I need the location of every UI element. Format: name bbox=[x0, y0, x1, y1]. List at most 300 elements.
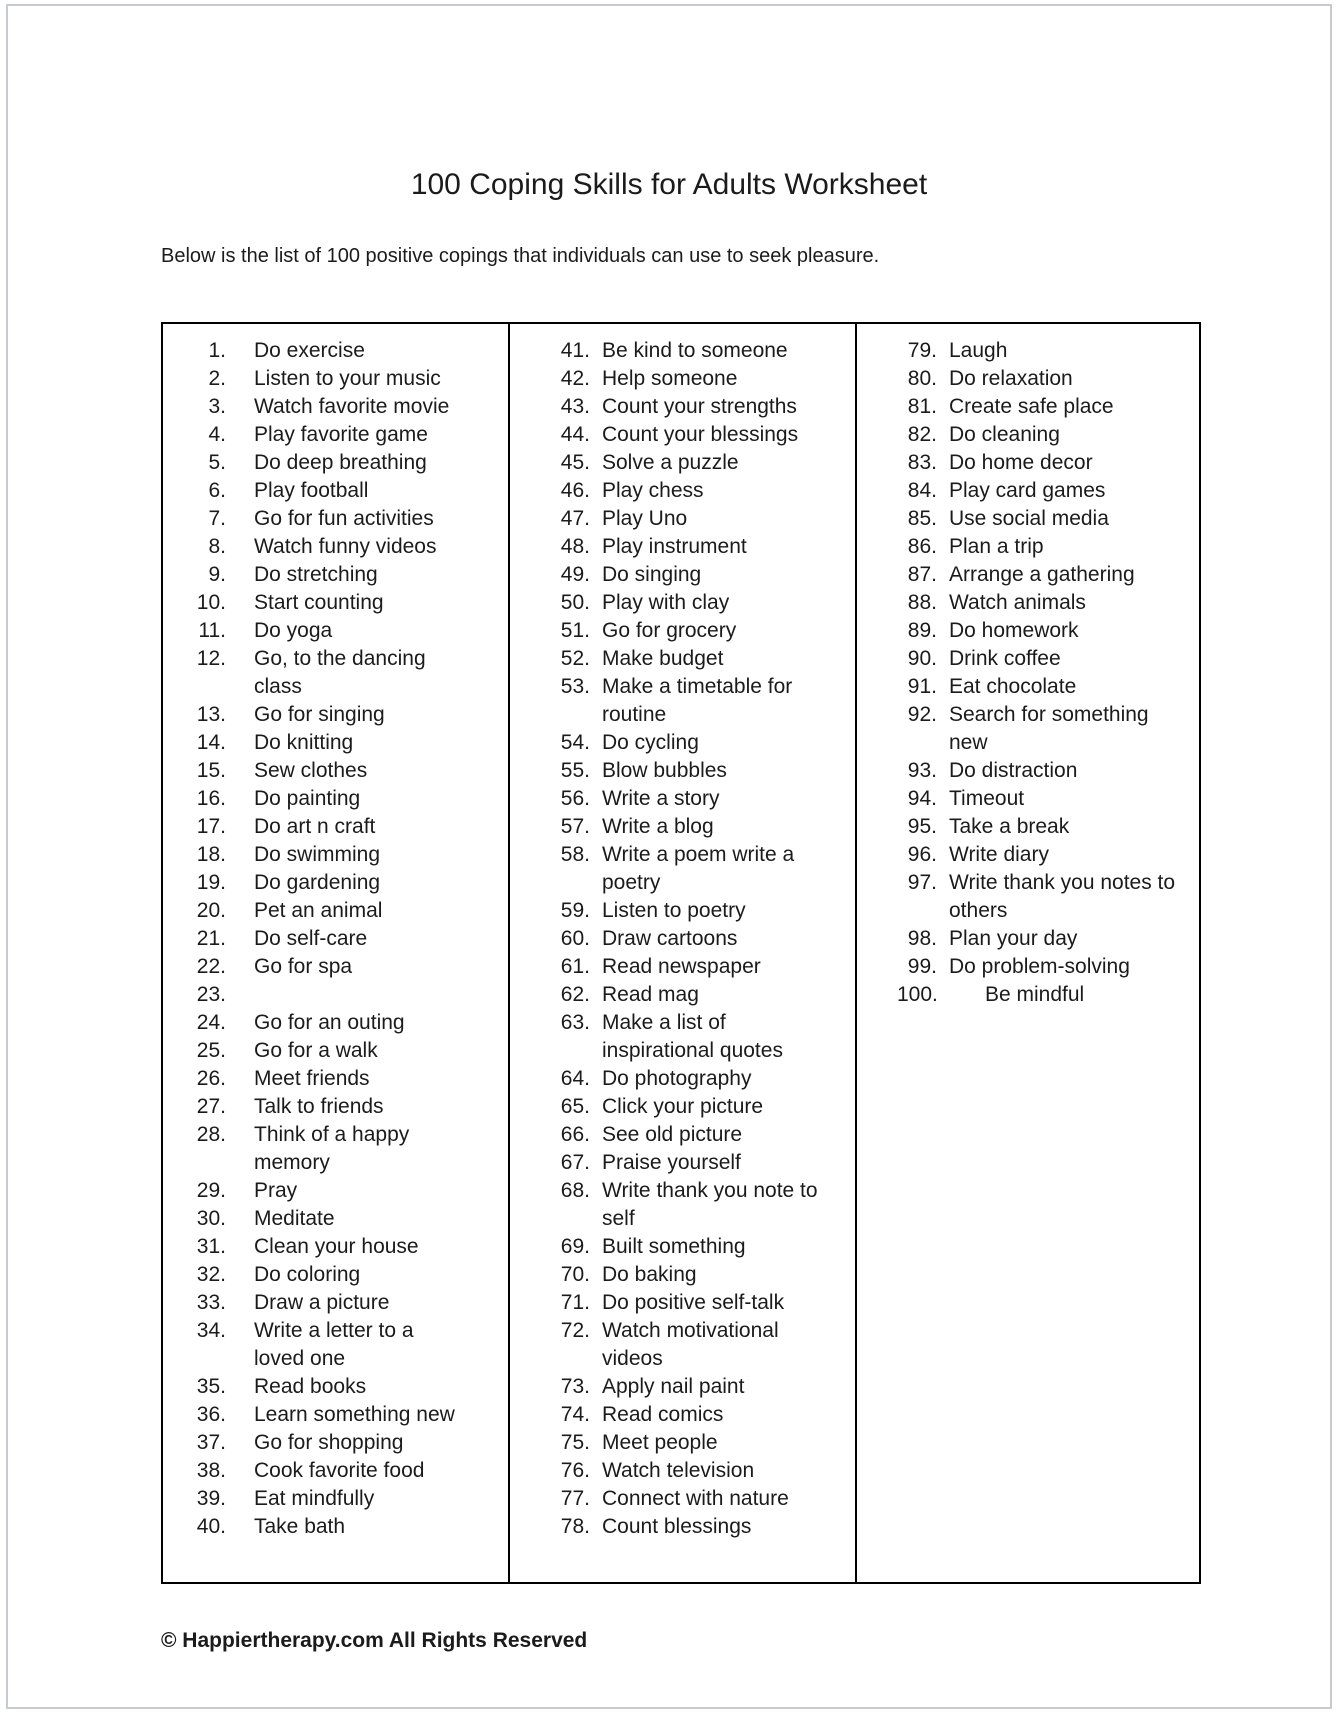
item-number: 82. bbox=[907, 423, 937, 446]
list-item bbox=[193, 1233, 508, 1261]
item-text: Do self-care bbox=[254, 927, 368, 950]
item-number: 42. bbox=[560, 367, 590, 390]
list-item bbox=[897, 757, 1199, 785]
item-text: See old picture bbox=[602, 1123, 743, 1146]
item-text: Create safe place bbox=[949, 395, 1114, 418]
item-number: 52. bbox=[560, 647, 590, 670]
item-number: 28. bbox=[196, 1123, 226, 1146]
list-item bbox=[897, 981, 1199, 1009]
list-item bbox=[550, 1065, 855, 1093]
item-text: Play favorite game bbox=[254, 423, 428, 446]
item-number: 2. bbox=[208, 367, 226, 390]
item-number: 74. bbox=[560, 1403, 590, 1426]
item-number: 90. bbox=[907, 647, 937, 670]
item-text: Timeout bbox=[949, 787, 1025, 810]
list-item bbox=[193, 981, 508, 1009]
list-item bbox=[897, 617, 1199, 645]
list-item bbox=[193, 561, 508, 589]
item-text: Go, to the dancing class bbox=[254, 647, 426, 698]
item-number: 95. bbox=[907, 815, 937, 838]
item-text: Go for an outing bbox=[254, 1011, 405, 1034]
item-number: 69. bbox=[560, 1235, 590, 1258]
list-item bbox=[193, 1037, 508, 1065]
item-number: 64. bbox=[560, 1067, 590, 1090]
item-text: Do gardening bbox=[254, 871, 381, 894]
item-number: 83. bbox=[907, 451, 937, 474]
list-item bbox=[193, 1457, 508, 1485]
list-item bbox=[193, 701, 508, 729]
item-number: 15. bbox=[196, 759, 226, 782]
list-item bbox=[897, 841, 1199, 869]
item-number: 4. bbox=[208, 423, 226, 446]
item-text: Write thank you note to self bbox=[602, 1179, 818, 1230]
item-number: 13. bbox=[196, 703, 226, 726]
item-number: 35. bbox=[196, 1375, 226, 1398]
list-item bbox=[550, 1261, 855, 1289]
item-number: 68. bbox=[560, 1179, 590, 1202]
item-number: 43. bbox=[560, 395, 590, 418]
item-text: Write a letter to a loved one bbox=[254, 1319, 414, 1370]
item-number: 94. bbox=[907, 787, 937, 810]
item-number: 41. bbox=[560, 339, 590, 362]
list-item bbox=[897, 421, 1199, 449]
item-text: Plan a trip bbox=[949, 535, 1044, 558]
list-item bbox=[193, 897, 508, 925]
worksheet-page bbox=[6, 4, 1332, 1709]
list-item bbox=[550, 1401, 855, 1429]
item-text: Do coloring bbox=[254, 1263, 361, 1286]
item-number: 61. bbox=[560, 955, 590, 978]
list-item bbox=[897, 673, 1199, 701]
item-text: Search for something new bbox=[949, 703, 1149, 754]
item-text: Cook favorite food bbox=[254, 1459, 425, 1482]
list-item bbox=[193, 617, 508, 645]
item-number: 40. bbox=[196, 1515, 226, 1538]
item-number: 7. bbox=[208, 507, 226, 530]
item-number: 48. bbox=[560, 535, 590, 558]
list-item bbox=[550, 813, 855, 841]
list-item bbox=[193, 645, 508, 701]
item-text: Blow bubbles bbox=[602, 759, 727, 782]
item-number: 33. bbox=[196, 1291, 226, 1314]
list-item bbox=[550, 1457, 855, 1485]
item-number: 60. bbox=[560, 927, 590, 950]
item-text: Meet people bbox=[602, 1431, 718, 1454]
item-text: Count your strengths bbox=[602, 395, 797, 418]
item-number: 66. bbox=[560, 1123, 590, 1146]
item-text: Go for singing bbox=[254, 703, 385, 726]
item-text: Do photography bbox=[602, 1067, 752, 1090]
item-number: 16. bbox=[196, 787, 226, 810]
item-number: 24. bbox=[196, 1011, 226, 1034]
item-text: Eat mindfully bbox=[254, 1487, 375, 1510]
item-text: Watch motivational videos bbox=[602, 1319, 779, 1370]
item-text: Be mindful bbox=[985, 983, 1085, 1006]
item-number: 67. bbox=[560, 1151, 590, 1174]
item-text: Draw a picture bbox=[254, 1291, 390, 1314]
item-number: 38. bbox=[196, 1459, 226, 1482]
item-text: Sew clothes bbox=[254, 759, 368, 782]
list-item bbox=[550, 589, 855, 617]
list-item bbox=[550, 1093, 855, 1121]
item-text: Clean your house bbox=[254, 1235, 419, 1258]
item-number: 77. bbox=[560, 1487, 590, 1510]
item-number: 23. bbox=[196, 983, 226, 1006]
list-item bbox=[193, 477, 508, 505]
list-item bbox=[550, 337, 855, 365]
item-text: Do exercise bbox=[254, 339, 365, 362]
list-item bbox=[550, 505, 855, 533]
list-item bbox=[550, 925, 855, 953]
list-item bbox=[550, 1485, 855, 1513]
list-item bbox=[193, 1065, 508, 1093]
item-text: Play with clay bbox=[602, 591, 730, 614]
item-number: 19. bbox=[196, 871, 226, 894]
item-number: 47. bbox=[560, 507, 590, 530]
list-item bbox=[897, 449, 1199, 477]
list-item bbox=[897, 561, 1199, 589]
item-text: Do baking bbox=[602, 1263, 697, 1286]
item-text: Take bath bbox=[254, 1515, 346, 1538]
item-number: 76. bbox=[560, 1459, 590, 1482]
item-number: 53. bbox=[560, 675, 590, 698]
list-item bbox=[897, 365, 1199, 393]
list-item bbox=[550, 1121, 855, 1149]
list-item bbox=[897, 337, 1199, 365]
list-item bbox=[193, 953, 508, 981]
item-text: Go for grocery bbox=[602, 619, 737, 642]
list-item bbox=[897, 925, 1199, 953]
list-item bbox=[550, 729, 855, 757]
item-text: Help someone bbox=[602, 367, 738, 390]
item-number: 46. bbox=[560, 479, 590, 502]
item-number: 29. bbox=[196, 1179, 226, 1202]
item-text: Praise yourself bbox=[602, 1151, 741, 1174]
table-column-3 bbox=[855, 324, 1199, 1582]
item-number: 71. bbox=[560, 1291, 590, 1314]
item-text: Count blessings bbox=[602, 1515, 752, 1538]
list-item bbox=[550, 561, 855, 589]
item-text: Meet friends bbox=[254, 1067, 370, 1090]
item-text: Do knitting bbox=[254, 731, 354, 754]
list-item bbox=[193, 1485, 508, 1513]
item-number: 56. bbox=[560, 787, 590, 810]
list-item bbox=[193, 589, 508, 617]
item-number: 78. bbox=[560, 1515, 590, 1538]
list-item bbox=[550, 1317, 855, 1373]
item-text: Take a break bbox=[949, 815, 1070, 838]
list-item bbox=[193, 869, 508, 897]
item-number: 51. bbox=[560, 619, 590, 642]
item-text: Make a list of inspirational quotes bbox=[602, 1011, 783, 1062]
item-text: Pet an animal bbox=[254, 899, 383, 922]
page-title: 100 Coping Skills for Adults Worksheet bbox=[410, 168, 928, 201]
list-item bbox=[193, 1317, 508, 1373]
list-item bbox=[193, 1177, 508, 1205]
item-text: Watch television bbox=[602, 1459, 755, 1482]
item-number: 3. bbox=[208, 395, 226, 418]
list-item bbox=[550, 953, 855, 981]
item-text: Listen to your music bbox=[254, 367, 441, 390]
item-number: 9. bbox=[208, 563, 226, 586]
item-text: Connect with nature bbox=[602, 1487, 789, 1510]
item-number: 54. bbox=[560, 731, 590, 754]
list-item bbox=[550, 897, 855, 925]
item-number: 6. bbox=[208, 479, 226, 502]
item-number: 75. bbox=[560, 1431, 590, 1454]
item-text: Meditate bbox=[254, 1207, 335, 1230]
item-text: Read mag bbox=[602, 983, 699, 1006]
list-item bbox=[193, 1513, 508, 1541]
item-text: Play chess bbox=[602, 479, 704, 502]
list-item bbox=[897, 953, 1199, 981]
list-item bbox=[193, 1261, 508, 1289]
list-item bbox=[550, 981, 855, 1009]
item-text: Write diary bbox=[949, 843, 1049, 866]
item-number: 97. bbox=[907, 871, 937, 894]
list-item bbox=[550, 477, 855, 505]
item-text: Play football bbox=[254, 479, 369, 502]
item-text: Count your blessings bbox=[602, 423, 799, 446]
item-number: 88. bbox=[907, 591, 937, 614]
list-item bbox=[193, 421, 508, 449]
item-number: 39. bbox=[196, 1487, 226, 1510]
item-number: 18. bbox=[196, 843, 226, 866]
item-text: Use social media bbox=[949, 507, 1109, 530]
item-text: Do painting bbox=[254, 787, 361, 810]
list-item bbox=[193, 1009, 508, 1037]
table-column-2 bbox=[508, 324, 855, 1582]
item-number: 73. bbox=[560, 1375, 590, 1398]
item-number: 21. bbox=[196, 927, 226, 950]
item-number: 85. bbox=[907, 507, 937, 530]
item-text: Do deep breathing bbox=[254, 451, 427, 474]
item-number: 26. bbox=[196, 1067, 226, 1090]
item-text: Do home decor bbox=[949, 451, 1093, 474]
item-text: Do distraction bbox=[949, 759, 1078, 782]
item-text: Play card games bbox=[949, 479, 1106, 502]
item-number: 59. bbox=[560, 899, 590, 922]
list-item bbox=[550, 1177, 855, 1233]
item-number: 12. bbox=[196, 647, 226, 670]
list-item bbox=[550, 449, 855, 477]
list-item bbox=[550, 393, 855, 421]
item-number: 17. bbox=[196, 815, 226, 838]
item-text: Be kind to someone bbox=[602, 339, 788, 362]
item-text: Go for fun activities bbox=[254, 507, 434, 530]
item-text: Solve a puzzle bbox=[602, 451, 739, 474]
list-item bbox=[897, 869, 1199, 925]
list-item bbox=[897, 813, 1199, 841]
item-number: 87. bbox=[907, 563, 937, 586]
item-text: Pray bbox=[254, 1179, 298, 1202]
list-item bbox=[193, 449, 508, 477]
item-number: 32. bbox=[196, 1263, 226, 1286]
page-subtitle: Below is the list of 100 positive copings that individuals can use to seek pleasure. bbox=[161, 245, 880, 267]
item-number: 92. bbox=[907, 703, 937, 726]
list-item bbox=[193, 1121, 508, 1177]
item-text: Do cleaning bbox=[949, 423, 1060, 446]
item-text: Make a timetable for routine bbox=[602, 675, 793, 726]
item-number: 5. bbox=[208, 451, 226, 474]
item-number: 31. bbox=[196, 1235, 226, 1258]
list-item bbox=[550, 421, 855, 449]
item-number: 49. bbox=[560, 563, 590, 586]
item-number: 84. bbox=[907, 479, 937, 502]
item-text: Learn something new bbox=[254, 1403, 455, 1426]
list-item bbox=[193, 1373, 508, 1401]
item-number: 1. bbox=[208, 339, 226, 362]
item-text: Play instrument bbox=[602, 535, 747, 558]
list-item bbox=[897, 477, 1199, 505]
list-item bbox=[193, 1429, 508, 1457]
item-number: 30. bbox=[196, 1207, 226, 1230]
item-number: 91. bbox=[907, 675, 937, 698]
item-number: 80. bbox=[907, 367, 937, 390]
item-text: Do cycling bbox=[602, 731, 699, 754]
item-number: 57. bbox=[560, 815, 590, 838]
item-number: 79. bbox=[907, 339, 937, 362]
list-item bbox=[897, 533, 1199, 561]
list-item bbox=[193, 1289, 508, 1317]
item-number: 27. bbox=[196, 1095, 226, 1118]
item-text: Do problem-solving bbox=[949, 955, 1130, 978]
item-text: Do homework bbox=[949, 619, 1079, 642]
copyright-footer: © Happiertherapy.com All Rights Reserved bbox=[161, 1629, 588, 1652]
item-text: Read comics bbox=[602, 1403, 724, 1426]
item-number: 63. bbox=[560, 1011, 590, 1034]
list-item bbox=[550, 841, 855, 897]
item-text: Watch funny videos bbox=[254, 535, 437, 558]
item-text: Go for a walk bbox=[254, 1039, 378, 1062]
list-item bbox=[193, 1205, 508, 1233]
list-item bbox=[550, 617, 855, 645]
item-number: 44. bbox=[560, 423, 590, 446]
list-item bbox=[193, 925, 508, 953]
item-text: Do art n craft bbox=[254, 815, 376, 838]
item-text: Click your picture bbox=[602, 1095, 764, 1118]
item-number: 37. bbox=[196, 1431, 226, 1454]
item-text: Think of a happy memory bbox=[254, 1123, 410, 1174]
item-text: Laugh bbox=[949, 339, 1008, 362]
item-number: 50. bbox=[560, 591, 590, 614]
item-number: 55. bbox=[560, 759, 590, 782]
item-text: Draw cartoons bbox=[602, 927, 738, 950]
item-number: 100. bbox=[897, 983, 938, 1006]
list-item bbox=[550, 1009, 855, 1065]
item-text: Make budget bbox=[602, 647, 724, 670]
item-number: 99. bbox=[907, 955, 937, 978]
item-text: Talk to friends bbox=[254, 1095, 384, 1118]
list-item bbox=[897, 505, 1199, 533]
list-item bbox=[897, 589, 1199, 617]
list-item bbox=[550, 1233, 855, 1261]
item-text: Do relaxation bbox=[949, 367, 1073, 390]
item-number: 72. bbox=[560, 1319, 590, 1342]
item-text: Do swimming bbox=[254, 843, 381, 866]
item-text: Apply nail paint bbox=[602, 1375, 745, 1398]
list-item bbox=[897, 701, 1199, 757]
list-item bbox=[193, 813, 508, 841]
item-number: 58. bbox=[560, 843, 590, 866]
item-number: 86. bbox=[907, 535, 937, 558]
item-number: 10. bbox=[196, 591, 226, 614]
item-text: Read newspaper bbox=[602, 955, 761, 978]
item-number: 93. bbox=[907, 759, 937, 782]
list-item bbox=[193, 505, 508, 533]
list-item bbox=[193, 337, 508, 365]
item-number: 70. bbox=[560, 1263, 590, 1286]
list-item bbox=[550, 1149, 855, 1177]
item-text: Go for shopping bbox=[254, 1431, 404, 1454]
list-item bbox=[550, 785, 855, 813]
list-item bbox=[550, 757, 855, 785]
item-text: Watch animals bbox=[949, 591, 1086, 614]
item-number: 25. bbox=[196, 1039, 226, 1062]
list-item bbox=[193, 533, 508, 561]
list-item bbox=[193, 393, 508, 421]
list-item bbox=[550, 1429, 855, 1457]
item-number: 11. bbox=[198, 619, 226, 642]
item-number: 62. bbox=[560, 983, 590, 1006]
item-number: 81. bbox=[907, 395, 937, 418]
table-column-1 bbox=[163, 324, 508, 1582]
list-item bbox=[193, 841, 508, 869]
item-number: 20. bbox=[196, 899, 226, 922]
list-item bbox=[193, 729, 508, 757]
item-text: Drink coffee bbox=[949, 647, 1061, 670]
item-text: Do stretching bbox=[254, 563, 378, 586]
item-text: Arrange a gathering bbox=[949, 563, 1135, 586]
list-item bbox=[897, 785, 1199, 813]
list-item bbox=[193, 785, 508, 813]
item-text: Start counting bbox=[254, 591, 384, 614]
item-text: Listen to poetry bbox=[602, 899, 746, 922]
item-number: 14. bbox=[196, 731, 226, 754]
item-number: 98. bbox=[907, 927, 937, 950]
list-item bbox=[550, 1373, 855, 1401]
item-number: 89. bbox=[907, 619, 937, 642]
list-item bbox=[897, 645, 1199, 673]
item-number: 45. bbox=[560, 451, 590, 474]
item-number: 8. bbox=[208, 535, 226, 558]
item-number: 22. bbox=[196, 955, 226, 978]
list-item bbox=[550, 1513, 855, 1541]
item-text: Do singing bbox=[602, 563, 702, 586]
list-item bbox=[193, 757, 508, 785]
list-item bbox=[550, 365, 855, 393]
list-item bbox=[897, 393, 1199, 421]
item-text: Eat chocolate bbox=[949, 675, 1077, 698]
list-item bbox=[193, 1093, 508, 1121]
item-number: 96. bbox=[907, 843, 937, 866]
list-item bbox=[550, 1289, 855, 1317]
item-number: 36. bbox=[196, 1403, 226, 1426]
coping-skills-table bbox=[161, 322, 1201, 1584]
item-number: 34. bbox=[196, 1319, 226, 1342]
list-item bbox=[550, 645, 855, 673]
list-item bbox=[550, 533, 855, 561]
item-text: Plan your day bbox=[949, 927, 1078, 950]
item-text: Write a blog bbox=[602, 815, 714, 838]
item-text: Write thank you notes to others bbox=[949, 871, 1176, 922]
item-number: 65. bbox=[560, 1095, 590, 1118]
item-text: Read books bbox=[254, 1375, 367, 1398]
item-text: Go for spa bbox=[254, 955, 353, 978]
item-text: Write a story bbox=[602, 787, 720, 810]
item-text: Play Uno bbox=[602, 507, 688, 530]
item-text: Do positive self-talk bbox=[602, 1291, 785, 1314]
